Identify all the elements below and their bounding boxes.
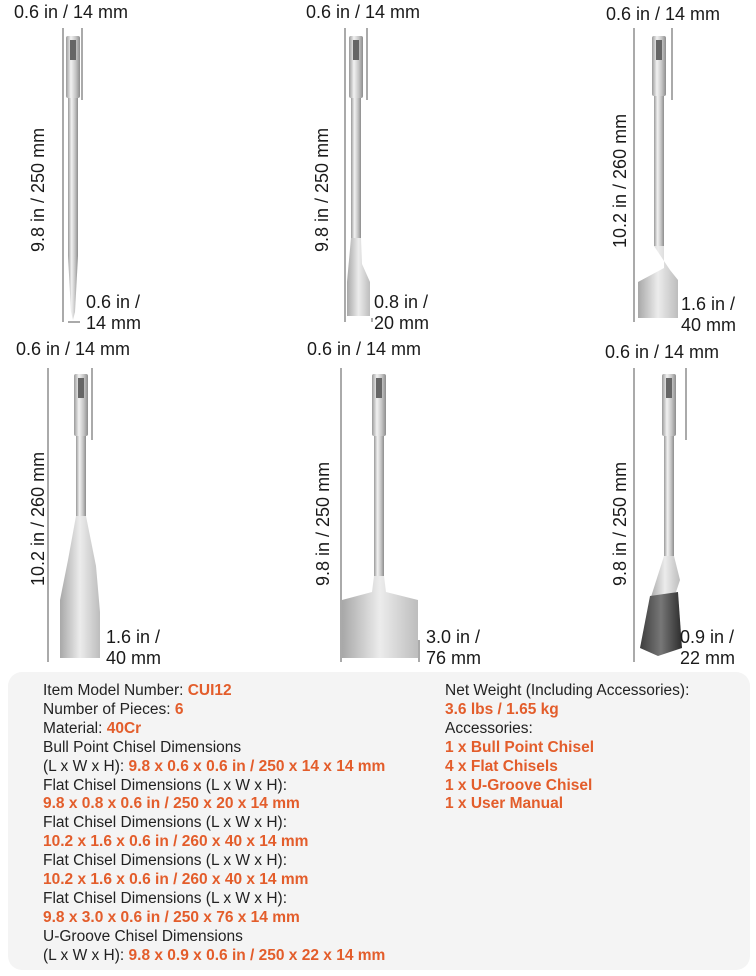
tool5-tip-width-mm: 76 mm (426, 648, 482, 668)
tool6-length: 9.8 in / 250 mm (610, 461, 630, 586)
wide-flat-chisel-76mm (341, 368, 419, 662)
spec-row: Bull Point Chisel Dimensions (43, 738, 242, 756)
spec-row: 1 x User Manual (445, 795, 564, 813)
flat-chisel-40mm-a (634, 28, 678, 322)
tool2-length: 9.8 in / 250 mm (312, 127, 332, 252)
spec-row: 4 x Flat Chisels (445, 757, 558, 775)
tool5-length: 9.8 in / 250 mm (313, 461, 333, 586)
spec-row: Flat Chisel Dimensions (L x W x H): (43, 852, 288, 870)
spec-row: (L x W x H): 9.8 x 0.6 x 0.6 in / 250 x 14 x 14 mm (43, 757, 386, 775)
spec-row: Accessories: (445, 719, 533, 737)
spec-row: Flat Chisel Dimensions (L x W x H): (43, 889, 288, 907)
tool2-tip-width-mm: 20 mm (374, 313, 430, 333)
spec-row: 1 x Bull Point Chisel (445, 738, 594, 756)
spec-row: (L x W x H): 9.8 x 0.9 x 0.6 in / 250 x 22 x 14 mm (43, 946, 386, 964)
spec-row: Net Weight (Including Accessories): (445, 682, 690, 699)
spec-row: Flat Chisel Dimensions (L x W x H): (43, 776, 288, 794)
tool1-length: 9.8 in / 250 mm (28, 127, 48, 252)
spec-row: Number of Pieces: 6 (43, 700, 184, 718)
spec-left-column (43, 682, 385, 966)
tool1-shank-width: 0.6 in / 14 mm (14, 2, 129, 22)
spec-row: U-Groove Chisel Dimensions (43, 927, 243, 945)
tool5-tip-width-in: 3.0 in / (426, 627, 481, 647)
tool5-shank-width: 0.6 in / 14 mm (307, 339, 422, 359)
tool2-tip-width-in: 0.8 in / (374, 292, 429, 312)
spec-row: Material: 40Cr (43, 719, 142, 737)
tool4-tip-width-mm: 40 mm (106, 648, 162, 668)
flat-chisel-40mm-b (48, 368, 100, 662)
spec-row: Flat Chisel Dimensions (L x W x H): (43, 814, 288, 832)
flat-chisel-20mm (345, 28, 372, 322)
spec-panel (8, 672, 750, 970)
tool6-tip-width-mm: 22 mm (680, 648, 736, 668)
tool4-length: 10.2 in / 260 mm (28, 451, 48, 586)
spec-row: 9.8 x 0.8 x 0.6 in / 250 x 20 x 14 mm (43, 795, 300, 813)
tool3-tip-width-mm: 40 mm (681, 315, 737, 335)
spec-row: Item Model Number: CUI12 (43, 682, 232, 699)
u-groove-chisel (634, 368, 686, 662)
tool6-shank-width: 0.6 in / 14 mm (605, 342, 720, 362)
tool1-tip-width-mm: 14 mm (86, 313, 142, 333)
tool4-tip-width-in: 1.6 in / (106, 627, 161, 647)
tool6-tip-width-in: 0.9 in / (680, 627, 735, 647)
spec-row: 9.8 x 3.0 x 0.6 in / 250 x 76 x 14 mm (43, 908, 300, 926)
spec-right-column (445, 682, 689, 814)
spec-row: 3.6 lbs / 1.65 kg (445, 700, 559, 718)
spec-row: 1 x U-Groove Chisel (445, 776, 593, 794)
spec-row: 10.2 x 1.6 x 0.6 in / 260 x 40 x 14 mm (43, 871, 309, 889)
spec-row: 10.2 x 1.6 x 0.6 in / 260 x 40 x 14 mm (43, 833, 309, 851)
tool4-shank-width: 0.6 in / 14 mm (16, 339, 131, 359)
bull-point-chisel (63, 28, 82, 322)
tool1-tip-width-in: 0.6 in / (86, 292, 141, 312)
tool2-shank-width: 0.6 in / 14 mm (306, 2, 421, 22)
tool3-length: 10.2 in / 260 mm (610, 113, 630, 248)
tool3-tip-width-in: 1.6 in / (681, 294, 736, 314)
tool3-shank-width: 0.6 in / 14 mm (606, 4, 721, 24)
